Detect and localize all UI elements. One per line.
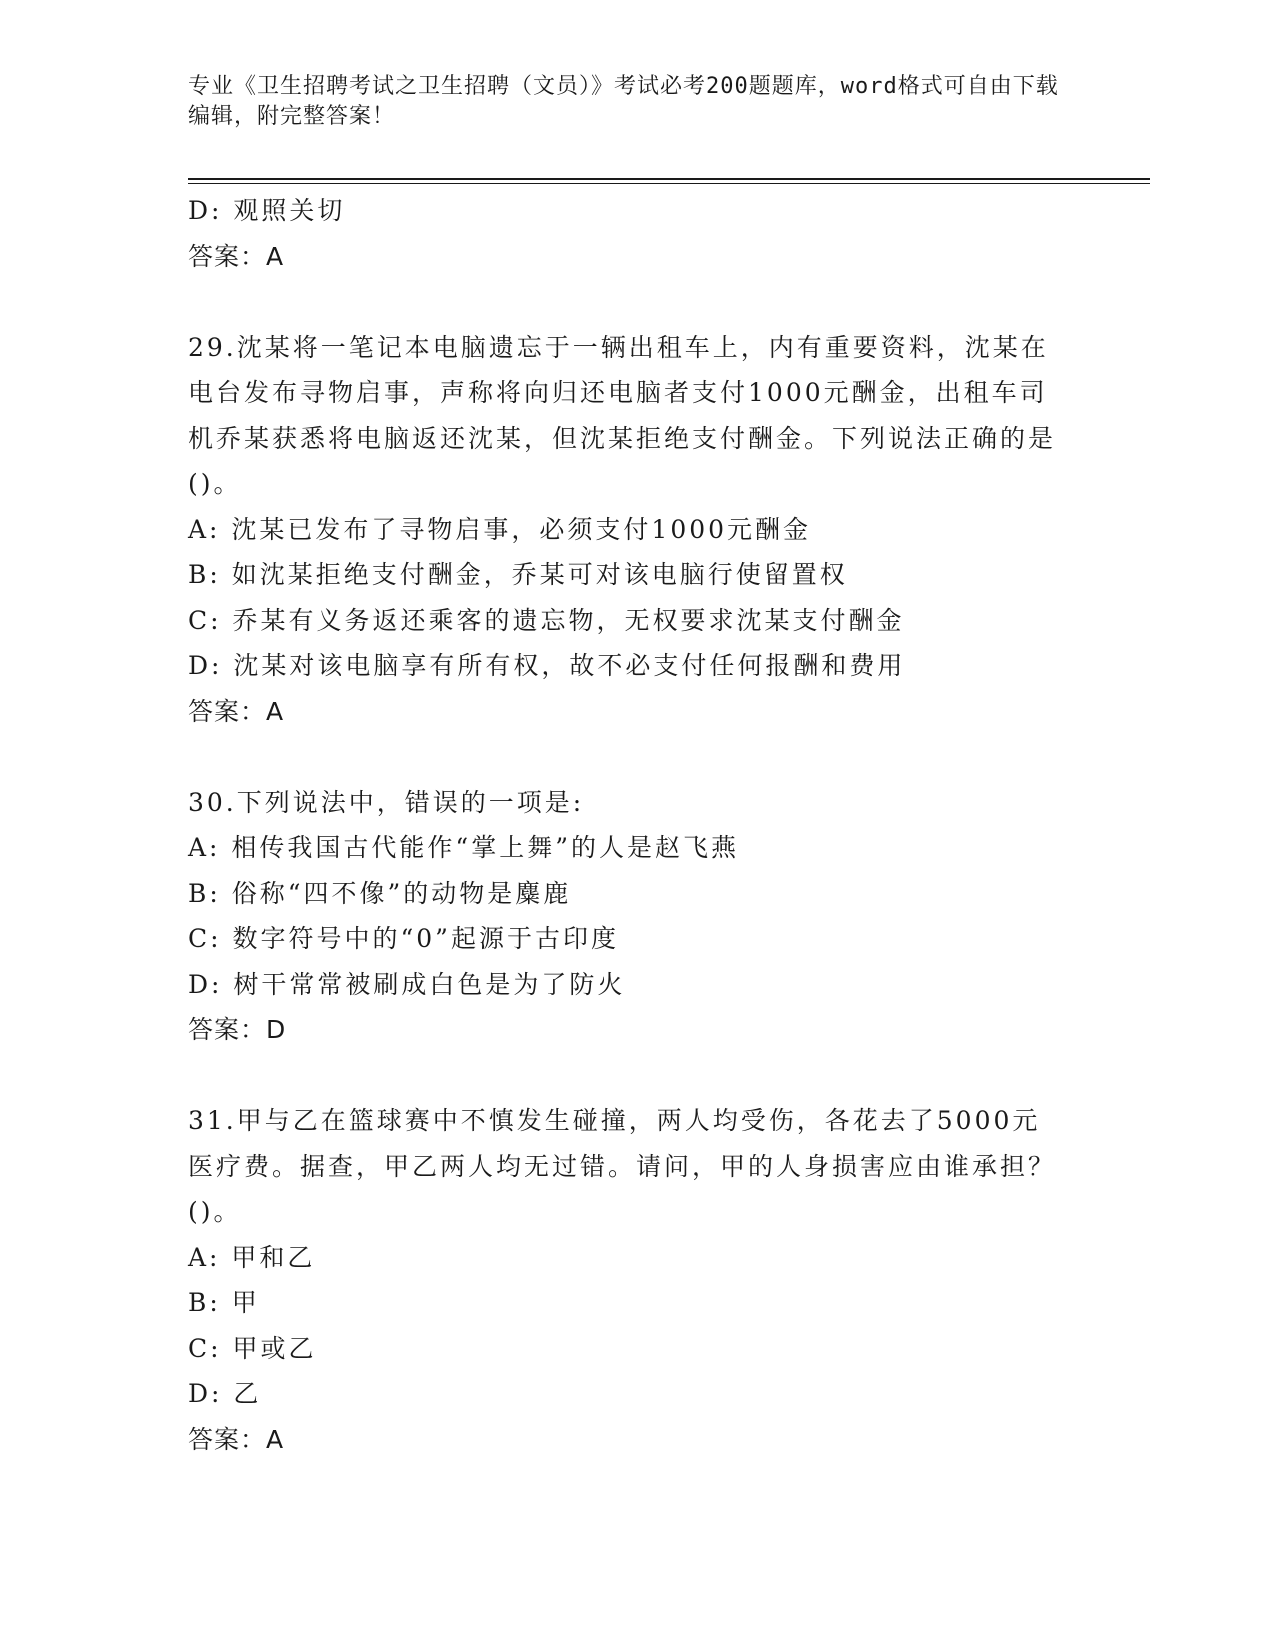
question-30	[188, 780, 1068, 1053]
option-b: B: 俗称“四不像”的动物是麋鹿	[188, 878, 572, 908]
question-29	[188, 325, 1068, 735]
option-c: C: 甲或乙	[188, 1333, 317, 1363]
spacer	[188, 279, 1068, 325]
document-body	[188, 188, 1068, 1462]
option-c: C: 数字符号中的“0”起源于古印度	[188, 924, 619, 953]
option-d: D: 树干常常被刷成白色是为了防火	[188, 969, 626, 999]
option-d: D: 沈某对该电脑享有所有权，故不必支付任何报酬和费用	[188, 651, 906, 680]
spacer	[188, 734, 1068, 780]
answer: 答案：A	[188, 696, 285, 726]
header-divider-thin	[188, 183, 1150, 184]
option-d: D: 乙	[188, 1379, 262, 1408]
header-divider-thick	[188, 178, 1150, 180]
question-31	[188, 1098, 1068, 1462]
option-a: A: 相传我国古代能作“掌上舞”的人是赵飞燕	[188, 833, 739, 862]
option-c: C: 乔某有义务返还乘客的遗忘物，无权要求沈某支付酬金	[188, 605, 905, 635]
question-stem: 30.下列说法中，错误的一项是:	[188, 787, 585, 817]
option-a: A: 甲和乙	[188, 1242, 316, 1272]
previous-option-d: D: 观照关切	[188, 196, 346, 225]
question-stem: 31.甲与乙在篮球赛中不慎发生碰撞，两人均受伤，各花去了5000元医疗费。据查，甲乙两人均无过错。请问，甲的人身损害应由谁承担？()。	[188, 1106, 1057, 1226]
option-b: B: 如沈某拒绝支付酬金，乔某可对该电脑行使留置权	[188, 560, 848, 589]
answer: 答案：A	[188, 1424, 285, 1454]
option-b: B: 甲	[188, 1288, 260, 1317]
answer: 答案：D	[188, 1015, 287, 1044]
spacer	[188, 1053, 1068, 1099]
question-stem: 29.沈某将一笔记本电脑遗忘于一辆出租车上，内有重要资料，沈某在电台发布寻物启事，声称将向归还电脑者支付1000元酬金，出租车司机乔某获悉将电脑返还沈某，但沈某拒绝支付酬金。下列说法正确的是()。	[188, 332, 1057, 498]
option-a: A: 沈某已发布了寻物启事，必须支付1000元酬金	[188, 514, 812, 544]
document-header: 专业《卫生招聘考试之卫生招聘（文员）》考试必考200题题库，word格式可自由下载编辑，附完整答案！	[188, 74, 1059, 129]
previous-answer: 答案：A	[188, 241, 285, 271]
